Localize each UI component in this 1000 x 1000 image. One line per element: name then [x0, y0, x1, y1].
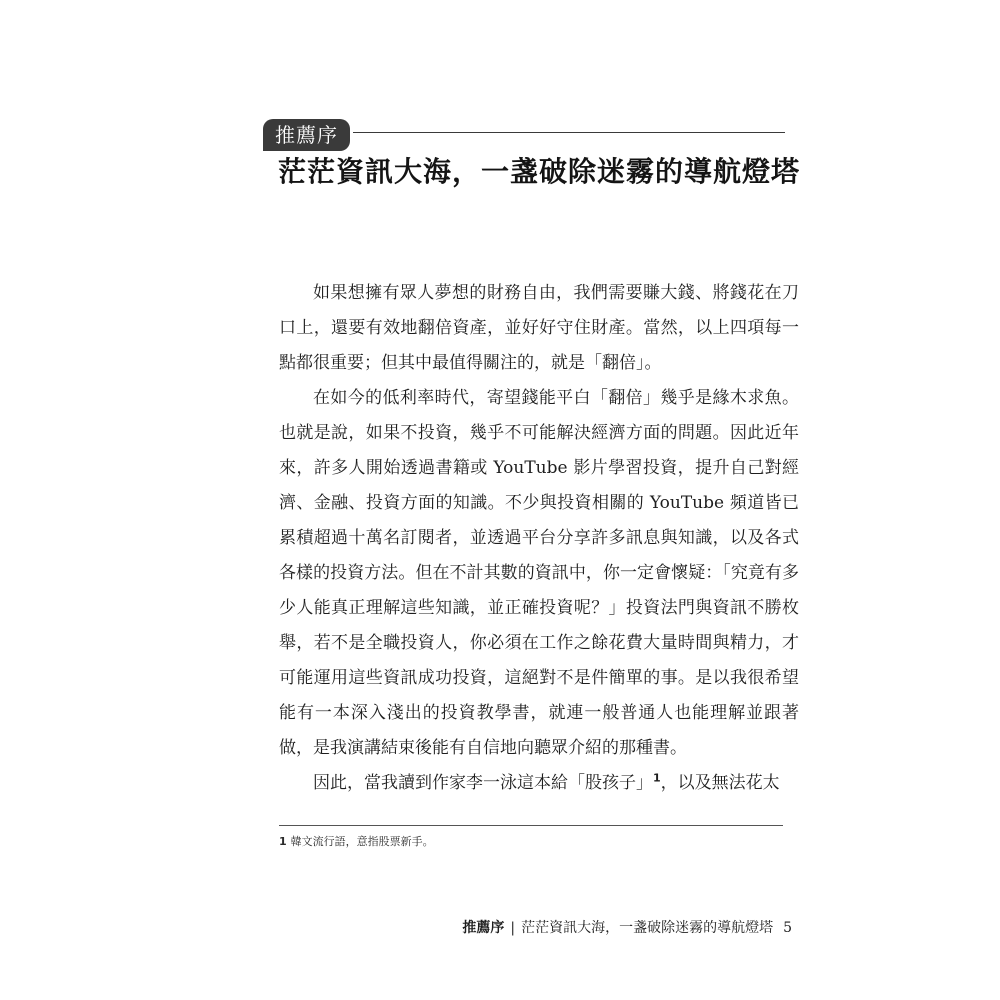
footnote: [279, 834, 783, 850]
paragraph: 在如今的低利率時代，寄望錢能平白「翻倍」幾乎是緣木求魚。也就是說，如果不投資，幾乎不可能解決經濟方面的問題。因此近年來，許多人開始透過書籍或 YouTube 影片學習投資，提升自己對經濟、金融、投資方面的知識。不少與投資相關的 YouTube 頻道皆已累積超過十萬名訂閱者，並透過平台分享許多訊息與知識，以及各式各樣的投資方法。但在不計其數的資訊中，你一定會懷疑：「究竟有多少人能真正理解這些知識，並正確投資呢？」投資法門與資訊不勝枚舉，若不是全職投資人，你必須在工作之餘花費大量時間與精力，才可能運用這些資訊成功投資，這絕對不是件簡單的事。是以我很希望能有一本深入淺出的投資教學書，就連一般普通人也能理解並跟著做，是我演講結束後能有自信地向聽眾介紹的那種書。: [279, 388, 799, 758]
chapter-label: 推薦序: [263, 119, 350, 151]
paragraph: [279, 766, 799, 801]
body-text: [279, 276, 799, 801]
footer-label: 推薦序: [462, 920, 505, 936]
footnote-divider: [279, 825, 783, 826]
chapter-header: [263, 119, 785, 151]
running-footer: [462, 918, 792, 938]
footnote-number: 1: [279, 835, 287, 848]
footer-separator: |: [510, 920, 516, 936]
paragraph-text: 因此，當我讀到作家李一泳這本給「股孩子」: [313, 773, 653, 793]
chapter-title: 茫茫資訊大海，一盞破除迷霧的導航燈塔: [278, 155, 801, 188]
paragraph-text: ，以及無法花太: [660, 773, 780, 793]
footer-title: 茫茫資訊大海，一盞破除迷霧的導航燈塔: [521, 920, 774, 936]
page-number: 5: [783, 920, 792, 936]
footnote-reference: 1: [653, 771, 661, 785]
paragraph: 如果想擁有眾人夢想的財務自由，我們需要賺大錢、將錢花在刀口上，還要有效地翻倍資產，並好好守住財產。當然，以上四項每一點都很重要；但其中最值得關注的，就是「翻倍」。: [279, 283, 799, 373]
footnote-text: 韓文流行語，意指股票新手。: [290, 835, 434, 848]
header-rule: [353, 132, 785, 133]
